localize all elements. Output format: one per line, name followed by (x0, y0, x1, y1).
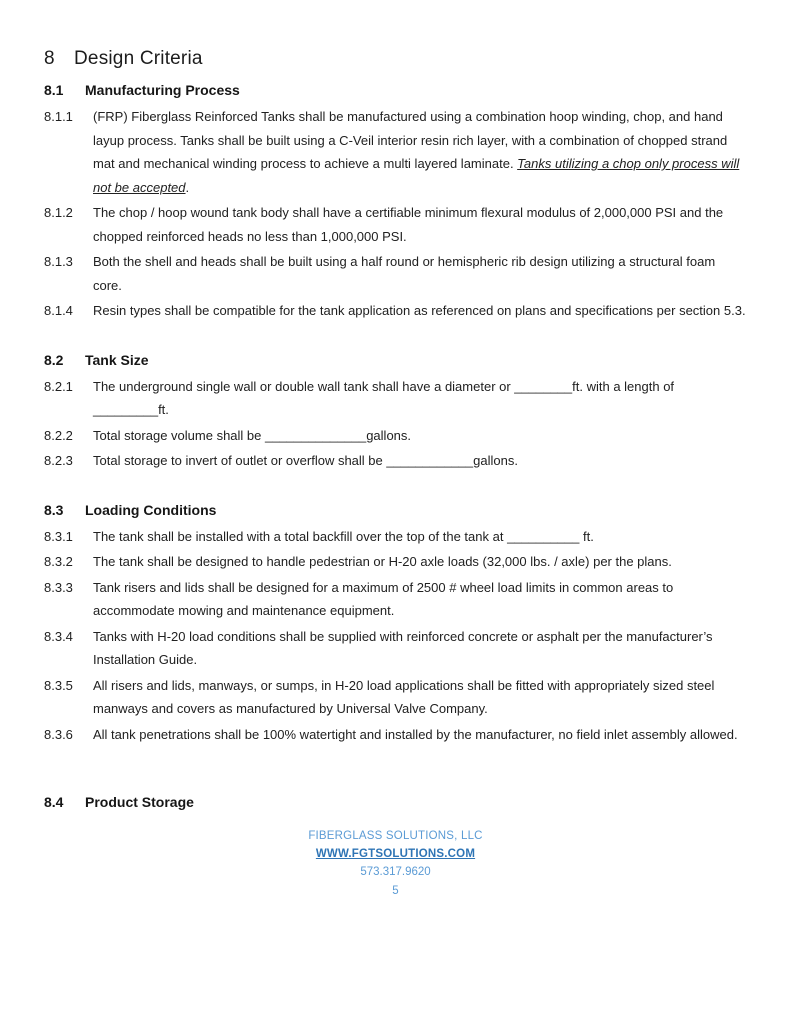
numbered-paragraph (44, 625, 747, 672)
paragraph-text (93, 449, 747, 473)
subsection-number: 8.4 (44, 794, 64, 810)
numbered-paragraph (44, 105, 747, 199)
paragraph-text (93, 576, 747, 623)
paragraph-text (93, 375, 747, 422)
subsection-heading (44, 352, 747, 368)
section-number: 8 (44, 48, 55, 69)
paragraph-segment: All tank penetrations shall be 100% watertight and installed by the manufacturer, no field inlet assembly allowed. (93, 726, 738, 742)
numbered-paragraph (44, 674, 747, 721)
paragraph-text (93, 299, 747, 323)
paragraph-text (93, 723, 747, 747)
numbered-paragraph (44, 449, 747, 473)
paragraph-number: 8.2.2 (44, 427, 73, 443)
paragraph-text (93, 201, 747, 248)
subsection-items (44, 105, 747, 323)
subsection-title: Manufacturing Process (85, 82, 240, 98)
paragraph-number: 8.3.3 (44, 579, 73, 595)
paragraph-number: 8.3.5 (44, 677, 73, 693)
page-footer (44, 827, 747, 900)
subsection-heading (44, 794, 747, 810)
document-body (44, 82, 747, 810)
paragraph-segment: The chop / hoop wound tank body shall have a certifiable minimum flexural modulus of 2,000,000 PSI and the chopped reinforced heads no less than 1,000,000 PSI. (93, 205, 724, 244)
paragraph-number: 8.1.4 (44, 303, 73, 318)
page-number: 5 (392, 885, 399, 897)
numbered-paragraph (44, 299, 747, 323)
paragraph-segment: Both the shell and heads shall be built using a half round or hemispheric rib design utilizing a structural foam core. (93, 254, 716, 293)
subsection-number: 8.3 (44, 501, 64, 518)
subsection-heading (44, 502, 747, 518)
numbered-paragraph (44, 424, 747, 448)
paragraph-text (93, 525, 747, 549)
paragraph-segment: Tank risers and lids shall be designed for a maximum of 2500 # wheel load limits in common areas to accommodate mowing and maintenance equipment. (93, 579, 674, 618)
paragraph-text (93, 625, 747, 672)
paragraph-number: 8.3.4 (44, 628, 73, 644)
numbered-paragraph (44, 550, 747, 574)
paragraph-number: 8.3.2 (44, 554, 73, 569)
paragraph-number: 8.1.1 (44, 109, 73, 124)
footer-company-name: FIBERGLASS SOLUTIONS, LLC (308, 830, 483, 842)
numbered-paragraph (44, 375, 747, 422)
section-heading (44, 48, 747, 70)
numbered-paragraph (44, 576, 747, 623)
paragraph-segment: The tank shall be installed with a total backfill over the top of the tank at __________ ft. (93, 528, 594, 544)
paragraph-number: 8.2.1 (44, 378, 73, 394)
section-title: Design Criteria (74, 48, 203, 69)
paragraph-number: 8.3.1 (44, 528, 73, 544)
paragraph-number: 8.1.3 (44, 254, 73, 269)
subsection-number: 8.2 (44, 351, 64, 368)
document-section (44, 82, 747, 323)
numbered-paragraph (44, 250, 747, 297)
document-section (44, 352, 747, 473)
document-section (44, 502, 747, 747)
numbered-paragraph (44, 723, 747, 747)
paragraph-segment: The underground single wall or double wall tank shall have a diameter or ________ft. with a length of _________ft. (93, 378, 675, 417)
paragraph-segment: Total storage volume shall be ______________gallons. (93, 427, 412, 443)
paragraph-number: 8.2.3 (44, 453, 73, 468)
paragraph-text (93, 550, 747, 574)
subsection-items (44, 525, 747, 747)
paragraph-segment: Total storage to invert of outlet or overflow shall be ____________gallons. (93, 453, 518, 468)
numbered-paragraph (44, 201, 747, 248)
footer-phone-number: 573.317.9620 (360, 866, 431, 878)
paragraph-segment: (FRP) Fiberglass Reinforced Tanks shall be manufactured using a combination hoop winding, chop, and hand layup process. Tanks shall be built using a C-Veil interior resin rich layer, with a combination of chopped strand mat and mechanical winding process to achieve a multi layered laminate. (93, 109, 728, 171)
paragraph-segment: The tank shall be designed to handle pedestrian or H-20 axle loads (32,000 lbs. / axle) per the plans. (93, 554, 672, 569)
subsection-title: Product Storage (85, 794, 194, 810)
paragraph-segment: All risers and lids, manways, or sumps, in H-20 load applications shall be fitted with appropriately sized steel manways and covers as manufactured by Universal Valve Company. (93, 677, 715, 716)
emphasized-text: Tanks utilizing a chop only process will not be accepted (93, 156, 740, 195)
document-section (44, 794, 747, 810)
subsection-number: 8.1 (44, 82, 64, 98)
footer-website-link[interactable]: WWW.FGTSOLUTIONS.COM (315, 848, 476, 860)
paragraph-segment: Resin types shall be compatible for the tank application as referenced on plans and specifications per section 5.3. (93, 303, 746, 318)
subsection-items (44, 375, 747, 473)
paragraph-text (93, 250, 747, 297)
subsection-title: Tank Size (85, 351, 149, 368)
paragraph-text (93, 424, 747, 448)
paragraph-segment: . (185, 179, 190, 195)
paragraph-segment: Tanks with H-20 load conditions shall be supplied with reinforced concrete or asphalt per the manufacturer’s Installation Guide. (93, 628, 713, 667)
numbered-paragraph (44, 525, 747, 549)
subsection-title: Loading Conditions (85, 501, 217, 518)
paragraph-text (93, 105, 747, 199)
paragraph-number: 8.3.6 (44, 726, 73, 742)
subsection-heading (44, 82, 747, 98)
paragraph-number: 8.1.2 (44, 205, 73, 220)
paragraph-text (93, 674, 747, 721)
